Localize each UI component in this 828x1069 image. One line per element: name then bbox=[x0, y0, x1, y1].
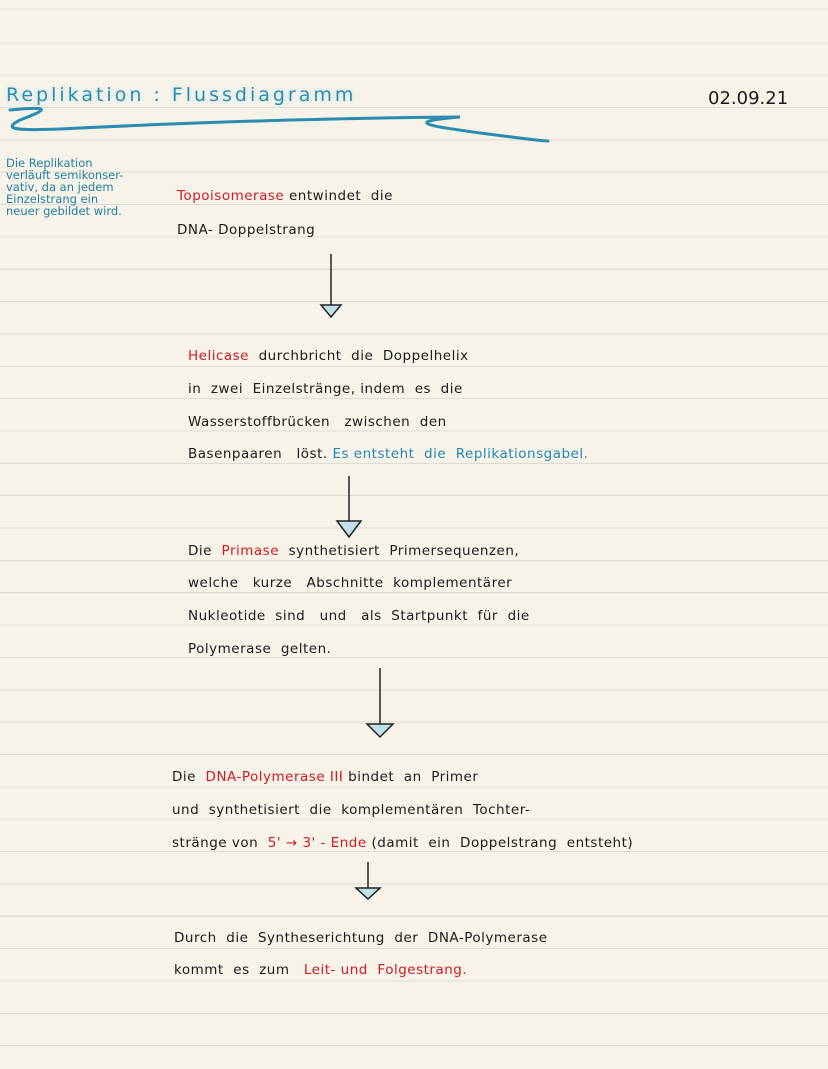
text-segment: Die bbox=[188, 543, 222, 559]
arrow-3 bbox=[367, 668, 393, 737]
text-segment: und synthetisiert die komplementären Tochter- bbox=[172, 802, 531, 818]
arrow-2 bbox=[337, 476, 361, 537]
step-4-line bbox=[172, 835, 633, 851]
text-segment: entwindet die bbox=[284, 188, 393, 204]
step-3-line bbox=[188, 641, 331, 657]
text-segment: Die bbox=[172, 769, 206, 785]
step-2-line bbox=[188, 381, 463, 397]
step-2-line bbox=[188, 446, 588, 462]
step-4-line bbox=[172, 769, 478, 785]
text-segment: in zwei Einzelstränge, indem es die bbox=[188, 381, 463, 397]
text-segment: DNA- Doppelstrang bbox=[177, 222, 316, 238]
arrow-1 bbox=[321, 254, 341, 317]
text-segment: durchbricht die Doppelhelix bbox=[249, 348, 469, 364]
side-note-line: neuer gebildet wird. bbox=[6, 204, 122, 218]
text-segment: kommt es zum bbox=[174, 962, 304, 978]
step-1-line bbox=[177, 222, 315, 238]
date: 02.09.21 bbox=[708, 88, 789, 109]
step-3-line bbox=[188, 608, 530, 624]
text-segment: Wasserstoffbrücken zwischen den bbox=[188, 414, 447, 430]
step-1-line bbox=[177, 188, 393, 204]
step-2-line bbox=[188, 414, 447, 430]
highlight-term: Helicase bbox=[188, 348, 249, 364]
side-note-line: vativ, da an jedem bbox=[6, 180, 114, 194]
text-segment: Durch die Syntheserichtung der DNA-Polymerase bbox=[174, 930, 548, 946]
step-5-line bbox=[174, 962, 467, 978]
highlight-term: 5' → 3' - Ende bbox=[267, 835, 367, 851]
step-3-line bbox=[188, 575, 512, 591]
text-segment: synthetisiert Primersequenzen, bbox=[279, 543, 520, 559]
step-2-line bbox=[188, 348, 469, 364]
side-note-line: verläuft semikonser- bbox=[6, 168, 124, 182]
highlight-term: Topoisomerase bbox=[177, 188, 285, 204]
highlight-term: Primase bbox=[221, 543, 280, 559]
highlight-term: Leit- und Folgestrang. bbox=[303, 962, 468, 978]
text-segment: (damit ein Doppelstrang entsteht) bbox=[366, 835, 634, 851]
step-4-line bbox=[172, 802, 530, 818]
side-note-line: Einzelstrang ein bbox=[6, 192, 99, 206]
side-note bbox=[6, 157, 123, 217]
text-segment: Polymerase gelten. bbox=[188, 641, 332, 657]
text-segment: Basenpaaren löst. bbox=[188, 446, 333, 462]
text-segment: stränge von bbox=[172, 835, 268, 851]
highlight-term: DNA-Polymerase III bbox=[205, 769, 344, 785]
title-underline-swoosh bbox=[10, 108, 548, 141]
step-5-line bbox=[174, 930, 548, 946]
text-segment: Nukleotide sind und als Startpunkt für die bbox=[188, 608, 530, 624]
page-title: Replikation : Flussdiagramm bbox=[6, 84, 357, 106]
step-3-line bbox=[188, 543, 519, 559]
arrow-4 bbox=[356, 862, 380, 899]
text-segment: bindet an Primer bbox=[343, 769, 479, 785]
highlight-note: Es entsteht die Replikationsgabel. bbox=[332, 446, 589, 462]
side-note-line: Die Replikation bbox=[6, 156, 93, 170]
text-segment: welche kurze Abschnitte komplementärer bbox=[188, 575, 513, 591]
